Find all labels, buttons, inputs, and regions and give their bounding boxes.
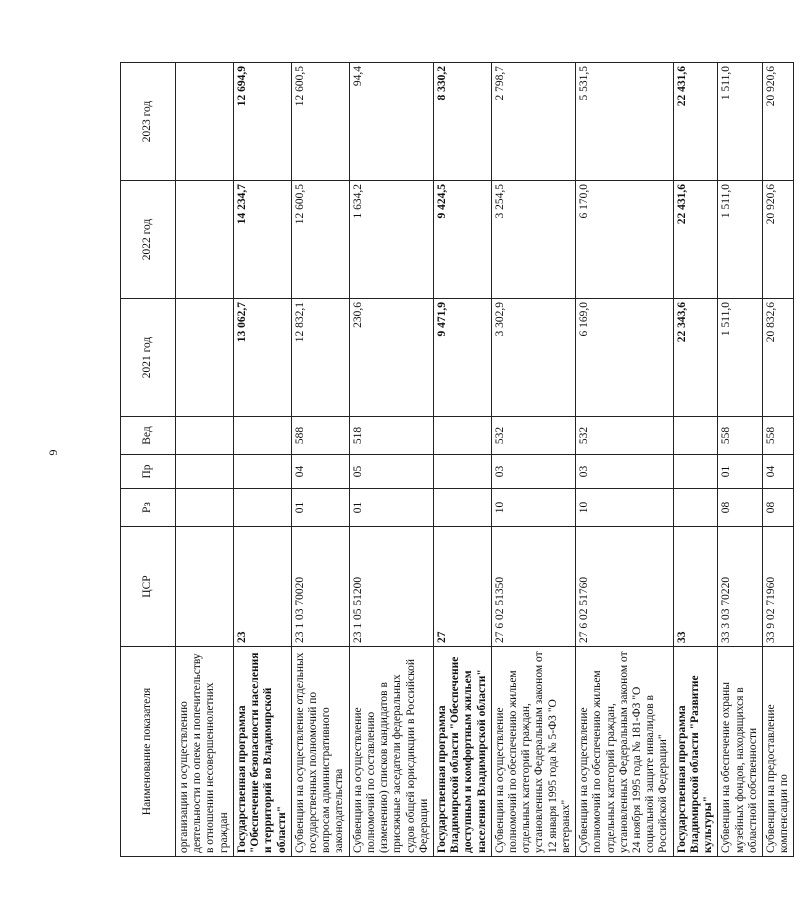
cell-2023: 20 920,6	[762, 63, 793, 181]
cell-2023: 94,4	[349, 63, 433, 181]
cell-rz: 08	[762, 489, 793, 527]
table-row	[176, 63, 234, 857]
cell-ved: 532	[491, 417, 575, 455]
cell-name: Субвенции на осуществление полномочий по обеспечению жильем отдельных категорий граждан, установленных Федеральным законом от 12 января 1995 года № 5-ФЗ "О ветеранах"	[491, 647, 575, 857]
cell-name: Субвенции на обеспечение охраны музейных фондов, находящихся в областной собственности	[718, 647, 763, 857]
header-rz: Рз	[121, 489, 176, 527]
table-row	[576, 63, 674, 857]
cell-2021: 22 343,6	[673, 299, 718, 417]
cell-ved: 518	[349, 417, 433, 455]
table-row	[291, 63, 349, 857]
cell-2023: 2 798,7	[491, 63, 575, 181]
cell-pr	[233, 455, 291, 489]
cell-ved: 532	[576, 417, 674, 455]
cell-csr: 33 3 03 70220	[718, 527, 763, 647]
cell-2021: 13 062,7	[233, 299, 291, 417]
cell-name: организации и осуществлению деятельности по опеке и попечительству в отношении несовершеннолетних граждан	[176, 647, 234, 857]
cell-pr: 04	[291, 455, 349, 489]
cell-pr: 01	[718, 455, 763, 489]
header-2021: 2021 год	[121, 299, 176, 417]
cell-ved: 558	[762, 417, 793, 455]
cell-rz	[433, 489, 491, 527]
cell-csr: 27 6 02 51760	[576, 527, 674, 647]
cell-rz: 01	[349, 489, 433, 527]
cell-2022: 3 254,5	[491, 181, 575, 299]
cell-ved	[433, 417, 491, 455]
cell-rz	[673, 489, 718, 527]
cell-ved	[673, 417, 718, 455]
cell-pr: 05	[349, 455, 433, 489]
cell-2022: 12 600,5	[291, 181, 349, 299]
cell-2021: 20 832,6	[762, 299, 793, 417]
cell-2022: 6 170,0	[576, 181, 674, 299]
cell-2023	[176, 63, 234, 181]
header-pr: Пр	[121, 455, 176, 489]
table-header-row	[121, 63, 176, 857]
cell-2022: 22 431,6	[673, 181, 718, 299]
cell-rz: 10	[491, 489, 575, 527]
cell-2021: 12 832,1	[291, 299, 349, 417]
cell-name: Государственная программа "Обеспечение безопасности населения и территорий во Владимирской области"	[233, 647, 291, 857]
cell-2023: 12 600,5	[291, 63, 349, 181]
cell-csr: 23	[233, 527, 291, 647]
cell-csr: 33	[673, 527, 718, 647]
header-csr: ЦСР	[121, 527, 176, 647]
table-row	[491, 63, 575, 857]
cell-rz: 08	[718, 489, 763, 527]
header-name: Наименование показателя	[121, 647, 176, 857]
cell-pr: 03	[491, 455, 575, 489]
cell-csr	[176, 527, 234, 647]
cell-name: Субвенции на осуществление полномочий по обеспечению жильем отдельных категорий граждан, установленных Федеральным законом от 24 ноября 1995 года № 181-ФЗ "О социальной защите инвалидов в Российской Федерации"	[576, 647, 674, 857]
table-row	[433, 63, 491, 857]
cell-csr: 27 6 02 51350	[491, 527, 575, 647]
cell-2023: 12 694,9	[233, 63, 291, 181]
cell-csr: 27	[433, 527, 491, 647]
table-row	[673, 63, 718, 857]
cell-ved	[233, 417, 291, 455]
cell-pr: 04	[762, 455, 793, 489]
cell-2021: 1 511,0	[718, 299, 763, 417]
cell-name: Субвенции на осуществление отдельных государственных полномочий по вопросам административного законодательства	[291, 647, 349, 857]
cell-2021	[176, 299, 234, 417]
cell-name: Государственная программа Владимирской области "Обеспечение доступным и комфортным жильем населения Владимирской области"	[433, 647, 491, 857]
cell-2021: 3 302,9	[491, 299, 575, 417]
table-row	[718, 63, 763, 857]
page-number: 6	[46, 449, 61, 456]
cell-2022: 20 920,6	[762, 181, 793, 299]
cell-ved: 588	[291, 417, 349, 455]
cell-csr: 23 1 05 51200	[349, 527, 433, 647]
cell-rz	[233, 489, 291, 527]
cell-rz	[176, 489, 234, 527]
cell-name: Государственная программа Владимирской области "Развитие культуры"	[673, 647, 718, 857]
cell-pr	[433, 455, 491, 489]
cell-name: Субвенции на предоставление компенсации по	[762, 647, 793, 857]
cell-2022: 9 424,5	[433, 181, 491, 299]
cell-2022: 14 234,7	[233, 181, 291, 299]
header-2022: 2022 год	[121, 181, 176, 299]
cell-name: Субвенции на осуществление полномочий по составлению (изменению) списков кандидатов в присяжные заседатели федеральных судов общей юрисдикции в Российской Федерации	[349, 647, 433, 857]
cell-pr	[673, 455, 718, 489]
table-row	[233, 63, 291, 857]
cell-rz: 01	[291, 489, 349, 527]
table-row	[762, 63, 793, 857]
budget-table	[120, 62, 794, 857]
cell-2021: 230,6	[349, 299, 433, 417]
cell-2021: 9 471,9	[433, 299, 491, 417]
cell-2023: 8 330,2	[433, 63, 491, 181]
cell-ved	[176, 417, 234, 455]
cell-2022: 1 634,2	[349, 181, 433, 299]
cell-rz: 10	[576, 489, 674, 527]
header-ved: Вед	[121, 417, 176, 455]
cell-2022	[176, 181, 234, 299]
cell-pr	[176, 455, 234, 489]
cell-2023: 1 511,0	[718, 63, 763, 181]
cell-csr: 23 1 03 70020	[291, 527, 349, 647]
rotated-table-container	[120, 62, 791, 857]
cell-2023: 22 431,6	[673, 63, 718, 181]
table-row	[349, 63, 433, 857]
header-2023: 2023 год	[121, 63, 176, 181]
cell-csr: 33 9 02 71960	[762, 527, 793, 647]
cell-2021: 6 169,0	[576, 299, 674, 417]
cell-2023: 5 531,5	[576, 63, 674, 181]
cell-2022: 1 511,0	[718, 181, 763, 299]
cell-ved: 558	[718, 417, 763, 455]
cell-pr: 03	[576, 455, 674, 489]
